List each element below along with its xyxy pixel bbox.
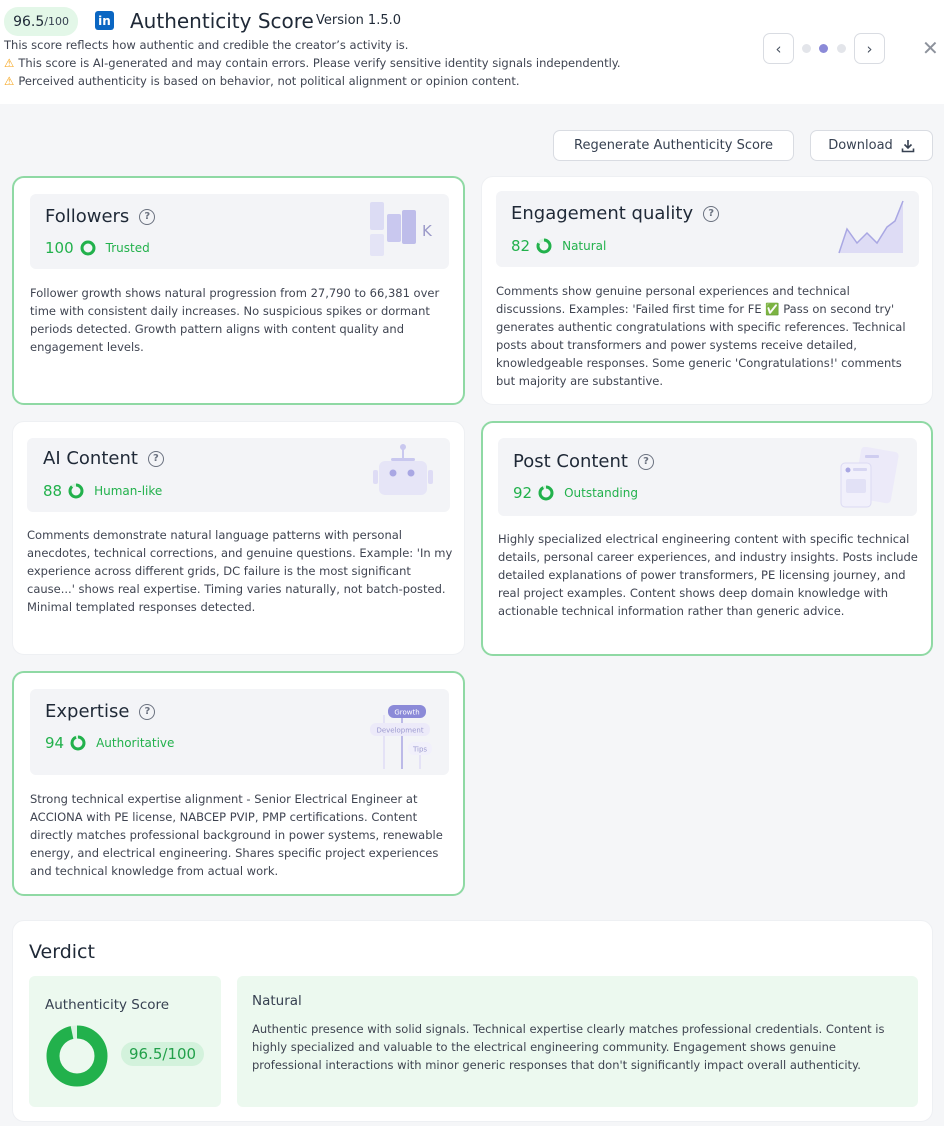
followers-label: Trusted bbox=[105, 241, 150, 255]
verdict-summary-panel bbox=[237, 976, 918, 1107]
tag-development: Development bbox=[376, 726, 424, 735]
help-icon[interactable]: ? bbox=[139, 209, 155, 225]
score-row bbox=[45, 734, 174, 752]
verdict-label: Natural bbox=[252, 993, 302, 1009]
help-icon[interactable]: ? bbox=[703, 206, 719, 222]
verdict-description: Authentic presence with solid signals. Technical expertise clearly matches professional credentials. Content is highly specialized and valuable to the electrical engineering community. Engagement shows genuine professional interactions with minor generic responses that don't significantly impact overall authenticity. bbox=[252, 1022, 885, 1072]
page-dot[interactable] bbox=[802, 44, 811, 53]
ai-content-card bbox=[12, 421, 465, 655]
verdict-score-badge: 96.5/100 bbox=[121, 1042, 204, 1066]
robot-icon bbox=[369, 442, 437, 498]
post-content-description: Highly specialized electrical engineering content with specific technical details, personal career experiences, and industry insights. Posts include detailed explanations of power transformers, PE licensing journey, and real project examples. Content shows deep domain knowledge with actionable technical information rather than generic advice. bbox=[498, 532, 918, 618]
ring-fill bbox=[53, 1032, 101, 1080]
chevron-left-icon: ‹ bbox=[775, 39, 782, 58]
verdict-score-heading: Authenticity Score bbox=[45, 997, 170, 1013]
expertise-score: 94 bbox=[45, 734, 65, 752]
ai-content-title: AI Content bbox=[43, 448, 138, 469]
ai-content-label: Human-like bbox=[94, 484, 163, 498]
follower-bars-illustration bbox=[368, 202, 438, 258]
prev-button[interactable] bbox=[763, 33, 794, 64]
regenerate-button[interactable] bbox=[553, 130, 794, 161]
followers-description: Follower growth shows natural progression from 27,790 to 66,381 over time with consistent daily increases. No suspicious spikes or dormant periods detected. Growth pattern aligns with content quality and engagement levels. bbox=[30, 286, 440, 354]
warning-icon: ⚠ bbox=[4, 74, 15, 88]
header-score-badge bbox=[4, 7, 78, 36]
ring-fill bbox=[70, 485, 82, 497]
help-icon[interactable]: ? bbox=[139, 704, 155, 720]
warning-line-1 bbox=[4, 56, 621, 70]
header-score-denominator: /100 bbox=[44, 15, 69, 28]
help-icon[interactable]: ? bbox=[638, 454, 654, 470]
post-content-title: Post Content bbox=[513, 451, 628, 472]
score-row bbox=[43, 482, 162, 500]
card-title bbox=[511, 203, 719, 224]
followers-card bbox=[12, 176, 465, 405]
engagement-title: Engagement quality bbox=[511, 203, 694, 224]
post-content-score: 92 bbox=[513, 484, 533, 502]
verdict-donut-chart bbox=[45, 1024, 109, 1088]
header bbox=[0, 0, 944, 104]
card-title bbox=[45, 701, 155, 722]
page-dot-active[interactable] bbox=[819, 44, 828, 53]
page-dot[interactable] bbox=[837, 44, 846, 53]
engagement-label: Natural bbox=[562, 239, 607, 253]
engagement-card bbox=[481, 176, 933, 405]
help-icon[interactable]: ? bbox=[148, 451, 164, 467]
regenerate-label: Regenerate Authenticity Score bbox=[574, 138, 773, 153]
download-button[interactable] bbox=[810, 130, 933, 161]
linkedin-icon: in bbox=[95, 11, 114, 30]
verdict-title: Verdict bbox=[29, 941, 95, 963]
post-content-label: Outstanding bbox=[564, 486, 638, 500]
tag-tips: Tips bbox=[412, 745, 428, 754]
expertise-tags-illustration bbox=[368, 703, 448, 771]
engagement-score: 82 bbox=[511, 237, 531, 255]
expertise-description: Strong technical expertise alignment - Senior Electrical Engineer at ACCIONA with PE license, NABCEP PVIP, PMP certifications. Content directly matches professional background in power systems, renewable energy, and electrical engineering. Shares specific project experiences and technical knowledge from actual work. bbox=[30, 792, 443, 878]
followers-title: Followers bbox=[45, 206, 130, 227]
score-ring-icon bbox=[538, 485, 554, 501]
score-ring-icon bbox=[80, 240, 96, 256]
card-title bbox=[43, 448, 164, 469]
header-score-value: 96.5 bbox=[13, 13, 45, 30]
expertise-label: Authoritative bbox=[96, 736, 175, 750]
score-row bbox=[45, 239, 150, 257]
expertise-title: Expertise bbox=[45, 701, 130, 722]
next-button[interactable] bbox=[854, 33, 885, 64]
ring-fill bbox=[72, 737, 84, 749]
ring-fill bbox=[540, 487, 552, 499]
download-label: Download bbox=[828, 138, 893, 153]
warning-text-2: Perceived authenticity is based on behavior, not political alignment or opinion content. bbox=[18, 74, 520, 88]
posts-illustration bbox=[837, 447, 901, 511]
expertise-card bbox=[12, 671, 465, 896]
score-ring-icon bbox=[68, 483, 84, 499]
card-title bbox=[45, 206, 155, 227]
ai-content-description: Comments demonstrate natural language patterns with personal anecdotes, technical corrections, and genuine questions. Example: 'In my experience across different grids, DC failure is the most significant cause...' shows real expertise. Timing varies naturally, not batch-posted. Minimal templated responses detected. bbox=[27, 528, 453, 614]
verdict-section bbox=[12, 920, 933, 1122]
chevron-right-icon: › bbox=[866, 39, 873, 58]
ai-content-score: 88 bbox=[43, 482, 63, 500]
ring-fill bbox=[82, 242, 94, 254]
score-row bbox=[513, 484, 638, 502]
page-title: Authenticity Score bbox=[130, 9, 314, 33]
followers-score: 100 bbox=[45, 239, 74, 257]
score-ring-icon bbox=[536, 238, 552, 254]
score-row bbox=[511, 237, 606, 255]
score-description: This score reflects how authentic and credible the creator’s activity is. bbox=[4, 38, 409, 52]
engagement-line-chart-illustration bbox=[837, 199, 905, 255]
warning-line-2 bbox=[4, 74, 519, 88]
close-icon[interactable]: ✕ bbox=[922, 36, 939, 60]
version-label: Version 1.5.0 bbox=[316, 13, 402, 28]
engagement-description: Comments show genuine personal experiences and technical discussions. Examples: 'Failed first time for FE ✅ Pass on second try' generates authentic congratulations with specific references. Technical posts about transformers and power systems receive detailed, knowledgeable responses. Some generic 'Congratulations!' comments but majority are substantive. bbox=[496, 284, 906, 388]
warning-text-1: This score is AI-generated and may contain errors. Please verify sensitive identity signals independently. bbox=[18, 56, 621, 70]
verdict-score-panel bbox=[29, 976, 221, 1107]
score-ring-icon bbox=[70, 735, 86, 751]
warning-icon: ⚠ bbox=[4, 56, 15, 70]
card-title bbox=[513, 451, 654, 472]
tag-growth: Growth bbox=[394, 708, 420, 717]
post-content-card bbox=[481, 421, 933, 656]
download-icon bbox=[901, 139, 915, 153]
follower-unit-label: K bbox=[422, 222, 432, 240]
